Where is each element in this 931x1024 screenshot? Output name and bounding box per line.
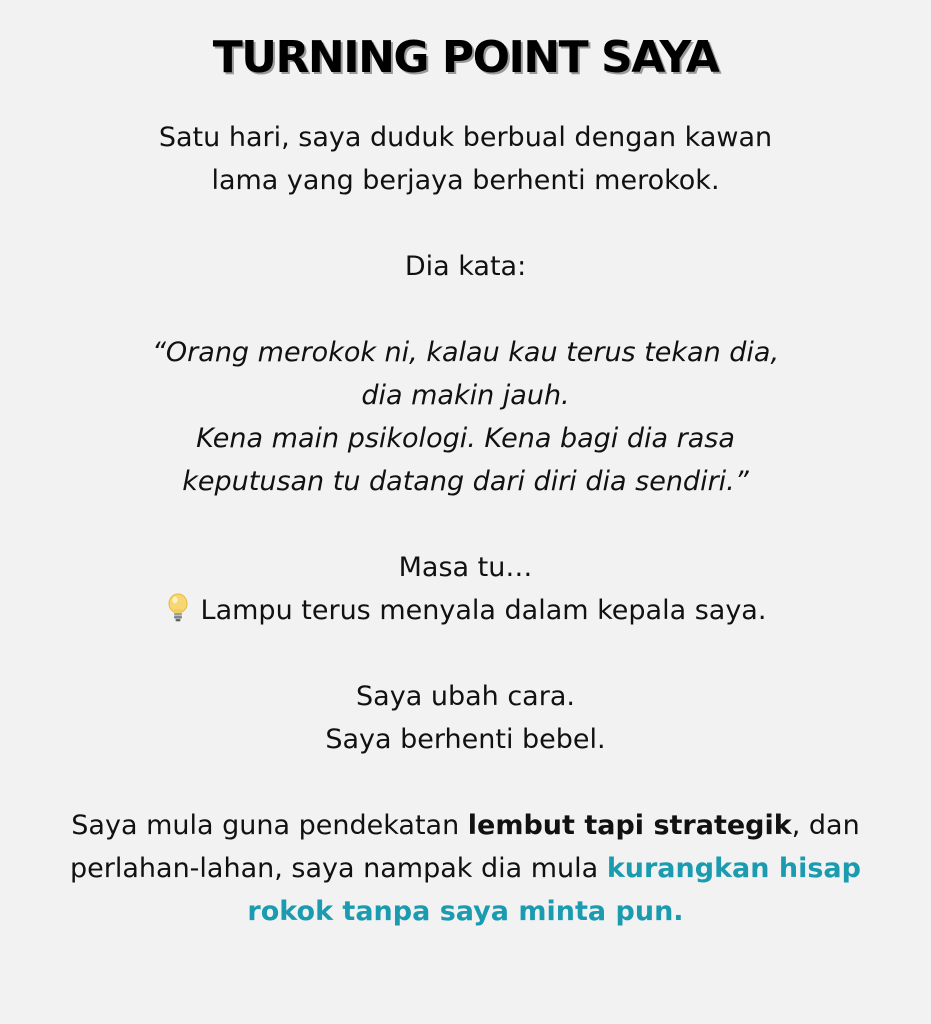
quote-line-1: “Orang merokok ni, kalau kau terus tekan dia, [151, 337, 780, 368]
lampu-text: Lampu terus menyala dalam kepala saya. [200, 595, 767, 626]
page-title: TURNING POINT SAYA [212, 32, 719, 83]
quote-line-4: keputusan tu datang dari diri dia sendiri.” [182, 466, 749, 497]
masa-tu-line: Masa tu… [398, 552, 533, 583]
light-bulb-icon [165, 593, 191, 623]
quote-block [60, 331, 871, 503]
closing-paragraph [60, 804, 871, 933]
closing-text-1: Saya mula guna pendekatan [71, 810, 468, 841]
dia-kata-line: Dia kata: [404, 251, 527, 282]
quote-line-2: dia makin jauh. [361, 380, 570, 411]
intro-line-1: Satu hari, saya duduk berbual dengan kawan [158, 122, 773, 153]
closing-bold-phrase: lembut tapi strategik [467, 810, 792, 841]
closing-accent-phrase: kurangkan hisap rokok tanpa saya minta pun. [247, 853, 861, 927]
story-body [60, 116, 871, 933]
intro-line-2: lama yang berjaya berhenti merokok. [211, 165, 720, 196]
lampu-line [60, 589, 871, 632]
closing-text-2: , dan perlahan-lahan, saya nampak dia mula [70, 810, 860, 884]
ubah-cara-line: Saya ubah cara. [356, 681, 575, 712]
berhenti-bebel-line: Saya berhenti bebel. [325, 724, 606, 755]
quote-line-3: Kena main psikologi. Kena bagi dia rasa [196, 423, 735, 454]
